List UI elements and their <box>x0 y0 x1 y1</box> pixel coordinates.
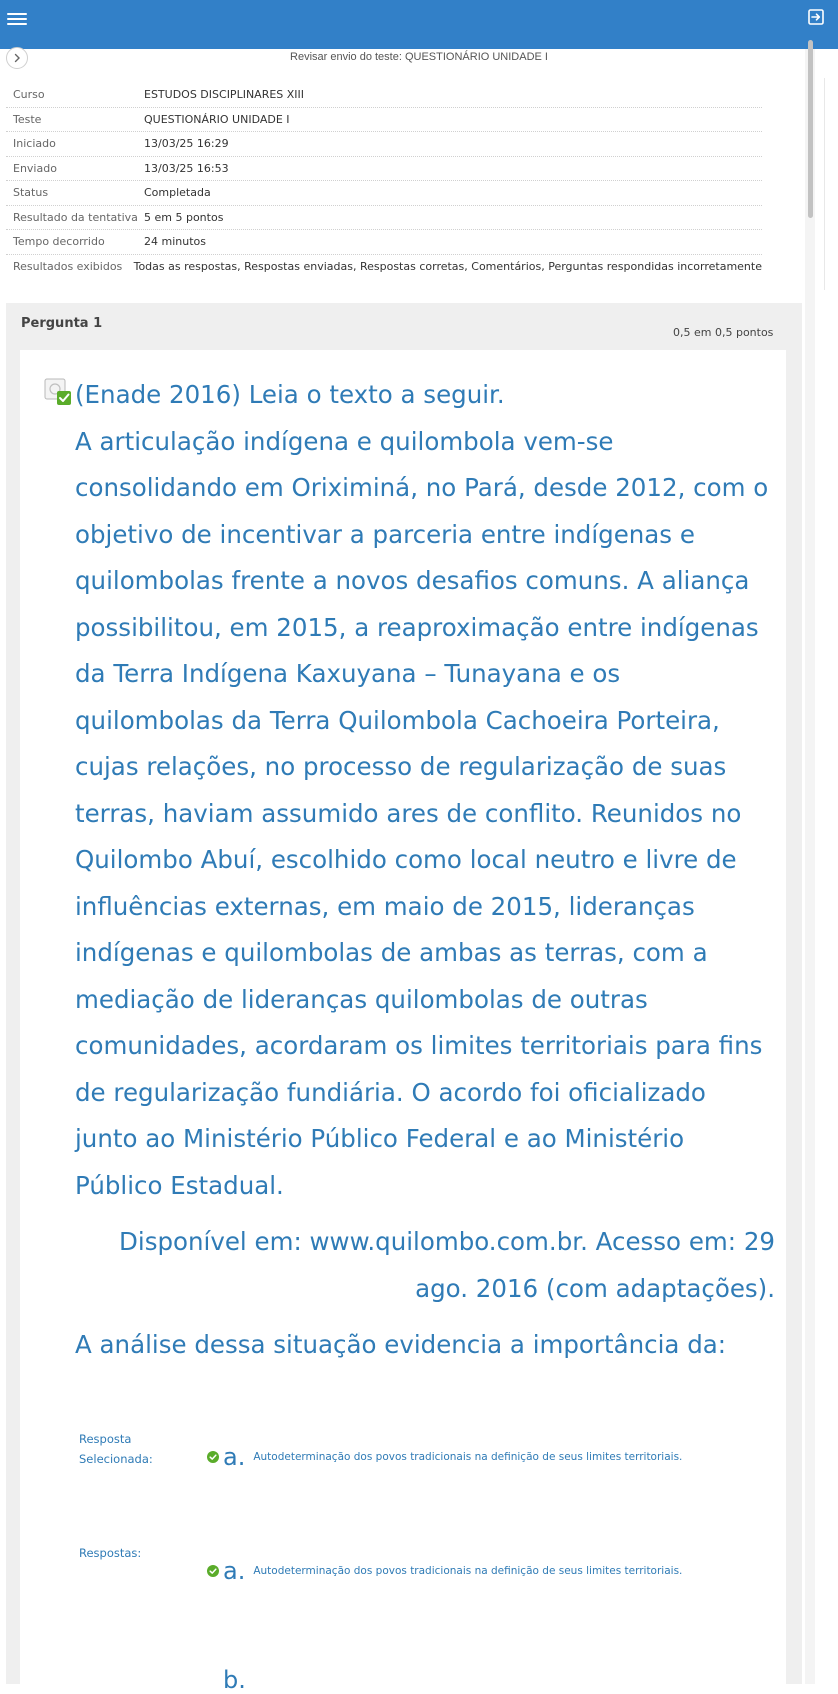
summary-value: Todas as respostas, Respostas enviadas, Respostas corretas, Comentários, Perguntas respondidas incorretamente <box>133 259 762 273</box>
check-circle-icon <box>207 1565 219 1577</box>
summary-label: Resultado da tentativa <box>13 210 138 224</box>
selected-answer-label-line1: Resposta <box>79 1432 132 1446</box>
selected-answer <box>207 1443 682 1471</box>
question-points: 0,5 em 0,5 pontos <box>673 326 774 339</box>
question-intro: (Enade 2016) Leia o texto a seguir. <box>75 380 505 409</box>
summary-row-score <box>6 206 762 231</box>
question-title: Pergunta 1 <box>21 316 103 331</box>
logout-icon[interactable] <box>807 8 825 26</box>
question-body: A articulação indígena e quilombola vem-se consolidando em Oriximiná, no Pará, desde 2012, com o objetivo de incentivar a parceria entre indígenas e quilombolas frente a novos desafios comuns. A aliança possibilitou, em 2015, a reaproximação entre indígenas da Terra Indígena Kaxuyana – Tunayana e os quilombolas da Terra Quilombola Cachoeira Porteira, cujas relações, no processo de regularização de suas terras, haviam assumido ares de conflito. Reunidos no Quilombo Abuí, escolhido como local neutro e livre de influências externas, em maio de 2015, lideranças indígenas e quilombolas de ambas as terras, com a mediação de lideranças quilombolas de outras comunidades, acordaram os limites territoriais para fins de regularização fundiária. O acordo foi oficializado junto ao Ministério Público Federal e ao Ministério Público Estadual. <box>75 426 769 1200</box>
attempt-summary-table <box>6 83 762 278</box>
summary-label: Curso <box>13 88 45 102</box>
summary-row-started <box>6 132 762 157</box>
summary-value: 5 em 5 pontos <box>144 210 224 224</box>
summary-value: ESTUDOS DISCIPLINARES XIII <box>144 88 305 102</box>
summary-label: Status <box>13 186 49 200</box>
selected-answer-label-line2: Selecionada: <box>79 1452 153 1466</box>
question-prompt: A análise dessa situação evidencia a importância da: <box>75 1330 727 1359</box>
hamburger-menu-icon[interactable] <box>7 10 27 28</box>
answer-option-a <box>207 1557 682 1585</box>
check-circle-icon <box>207 1451 219 1463</box>
summary-value: 13/03/25 16:53 <box>144 161 229 175</box>
summary-label: Resultados exibidos <box>13 259 123 273</box>
answer-option-b <box>223 1666 254 1694</box>
summary-row-status <box>6 181 762 206</box>
summary-label: Enviado <box>13 161 57 175</box>
summary-value: 13/03/25 16:29 <box>144 137 229 151</box>
summary-row-elapsed <box>6 230 762 255</box>
answer-option-letter: a. <box>223 1557 246 1585</box>
correct-answer-icon <box>44 378 72 406</box>
summary-row-submitted <box>6 157 762 182</box>
selected-answer-text: Autodeterminação dos povos tradicionais na definição de seus limites territoriais. <box>253 1451 683 1463</box>
right-panel-edge <box>824 78 838 290</box>
summary-value: QUESTIONÁRIO UNIDADE I <box>144 112 290 126</box>
page-scrollbar-track[interactable] <box>805 49 815 1684</box>
summary-row-course <box>6 83 762 108</box>
page-scrollbar-thumb[interactable] <box>808 40 813 218</box>
question-text <box>75 372 775 1369</box>
page-title: Revisar envio do teste: QUESTIONÁRIO UNIDADE I <box>290 51 548 63</box>
top-bar <box>0 0 838 49</box>
summary-value: 24 minutos <box>144 235 206 249</box>
responses-label: Respostas: <box>79 1546 142 1560</box>
summary-label: Teste <box>13 112 42 126</box>
selected-answer-label <box>79 1429 153 1469</box>
summary-label: Iniciado <box>13 137 56 151</box>
answer-option-text: Autodeterminação dos povos tradicionais na definição de seus limites territoriais. <box>253 1565 683 1577</box>
question-source: Disponível em: www.quilombo.com.br. Acesso em: 29 ago. 2016 (com adaptações). <box>119 1227 775 1303</box>
summary-label: Tempo decorrido <box>13 235 105 249</box>
summary-row-test <box>6 108 762 133</box>
selected-answer-letter: a. <box>223 1443 246 1471</box>
summary-row-results-shown <box>6 255 762 279</box>
answer-option-letter: b. <box>223 1666 246 1694</box>
summary-value: Completada <box>144 186 211 200</box>
